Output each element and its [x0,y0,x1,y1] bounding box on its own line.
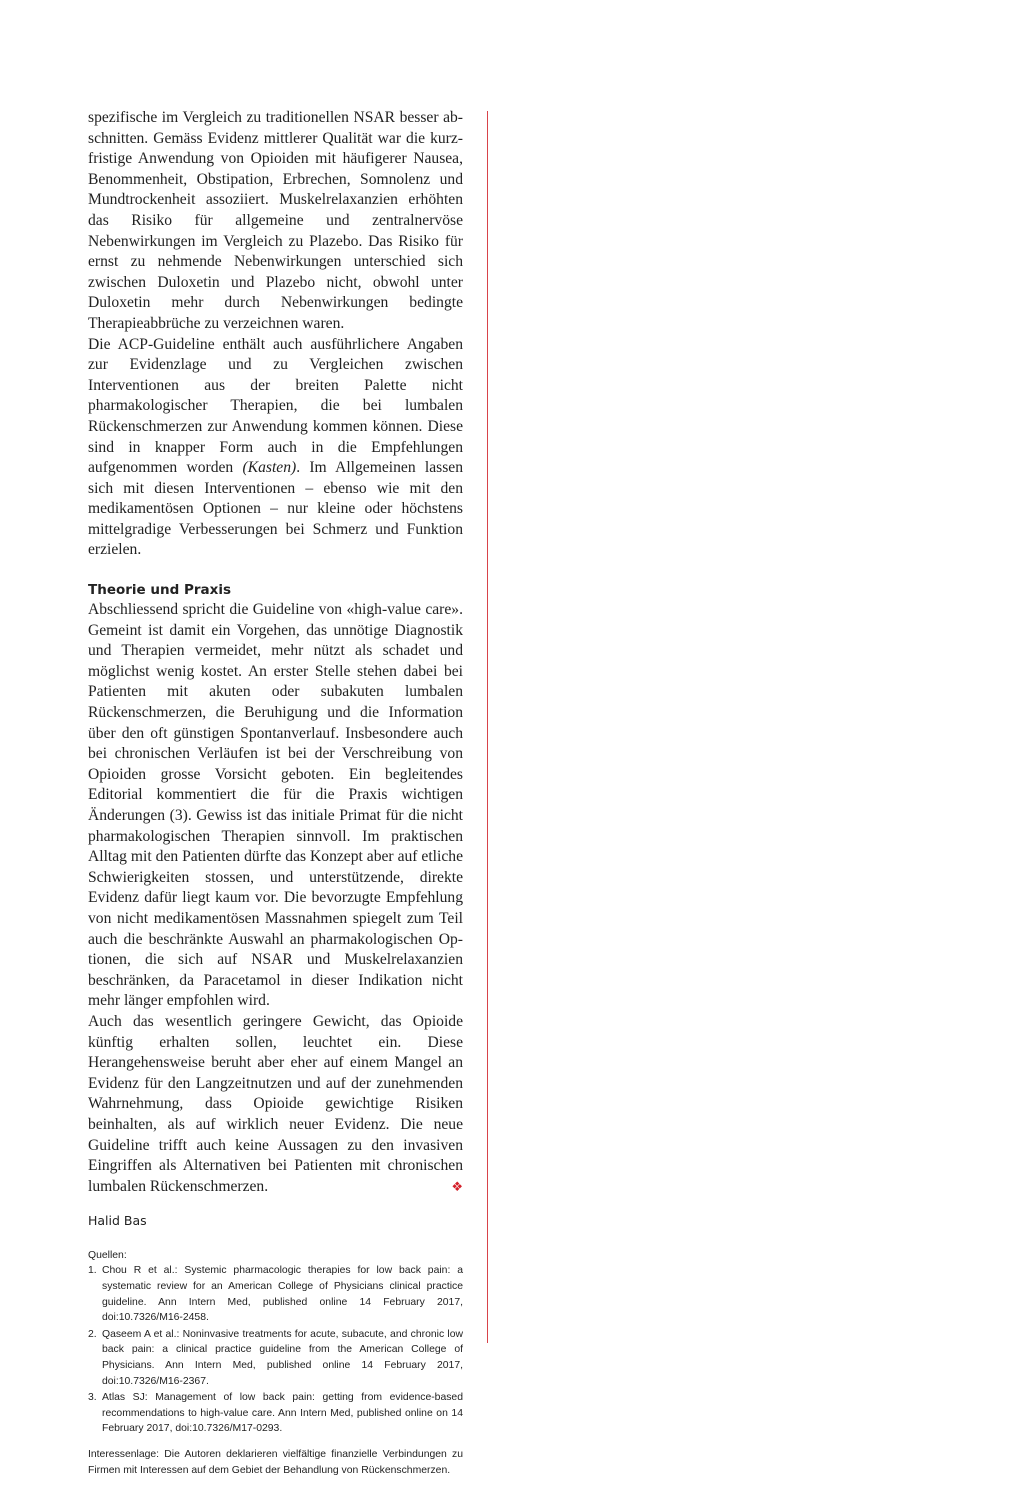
paragraph-text: Auch das wesentlich geringere Gewicht, das Opioide künftig erhalten sollen, leuchtet ein. Diese Herangehensweise beruht aber eher auf einem Mangel an Evidenz für den Langzeitnutzen und auf der zunehmenden Wahrnehmung, dass Opioide gewichtige Risiken beinhalten, als auf wirklich neuer Evidenz. Die neue Guideline trifft auch keine Aussagen zu den invasiven Eingriffen als Alternativen bei Patienten mit chronischen lumbalen Rückenschmerzen. [88,1012,463,1195]
body-paragraph: Abschliessend spricht die Guideline von «high-value care». Gemeint ist damit ein Vorgehen, das unnötige Diagnostik und Therapien vermeidet, mehr nützt als schadet und möglichst wenig kostet. An erster Stelle stehen dabei bei Patienten mit akuten oder subakuten lumbalen Rückenschmerzen, die Beruhigung und die Information über den oft günstigen Spontanverlauf. Insbesondere auch bei chronischen Verläufen ist bei der Verschreibung von Opioiden grosse Vorsicht geboten. Ein begleitendes Editorial kommentiert die für die Praxis wichtigen Änderungen (3). Gewiss ist das initiale Primat für die nicht pharmakologischen Therapien sinnvoll. Im praktischen Alltag mit den Patienten dürfte das Konzept aber auf etliche Schwierigkeiten stossen, und unterstützende, direkte Evidenz dafür liegt kaum vor. Die bevorzugte Empfehlung von nicht medikamentösen Massnahmen spiegelt zum Teil auch die beschränkte Auswahl an pharmakologischen Optionen, die sich auf NSAR und Muskelrelaxanzien beschränken, da Paracetamol in dieser Indikation nicht mehr länger empfohlen wird. [88,601,463,1010]
source-text: Qaseem A et al.: Noninvasive treatments for acute, subacute, and chronic low back pain: a clinical practice guideline from the American College of Physicians. Ann Intern Med, published online 14 February 2017, doi:10.7326/M16-2367. [102,1328,463,1387]
source-item [88,1327,463,1389]
body-paragraph: spezifische im Vergleich zu traditionellen NSAR besser abschnitten. Gemäss Evidenz mittlerer Qualität war die kurzfristige Anwendung von Opioiden mit häufigerer Nausea, Benommenheit, Obstipation, Erbrechen, Somnolenz und Mundtrockenheit assoziiert. Muskelrelaxanzien erhöhten das Risiko für allgemeine und zentralnervöse Nebenwirkungen im Vergleich zu Plazebo. Das Risiko für ernst zu nehmende Nebenwirkungen unterschied sich zwischen Duloxetin und Plazebo nicht, obwohl unter Duloxetin mehr durch Nebenwirkungen bedingte Therapieabbrüche zu verzeichnen waren. [88,109,463,332]
source-number: 1. [88,1265,97,1277]
paragraph-text: . Im Allgemeinen lassen sich mit diesen Interventionen – ebenso wie mit den medikamentösen Optionen – nur kleine oder höchstens mittelgradige Verbesserungen bei Schmerz und Funktion erzielen. [88,459,463,559]
section-heading: Theorie und Praxis [88,582,232,599]
kasten-reference: (Kasten) [242,459,297,477]
conflict-of-interest: Interessenlage: Die Autoren deklarieren vielfältige finanzielle Verbindungen zu Firmen mit Interessen auf dem Gebiet der Behandlung von Rückenschmerzen. [88,1449,463,1476]
source-text: Chou R et al.: Systemic pharmacologic therapies for low back pain: a systematic review for an American College of Physicians clinical practice guideline. Ann Intern Med, published online 14 February 2017, doi:10.7326/M16-2458. [102,1265,463,1324]
article-column [88,108,463,1489]
author-name: Halid Bas [88,1213,147,1229]
source-number: 3. [88,1392,97,1404]
body-paragraph [88,335,463,562]
sources-title: Quellen: [88,1249,127,1261]
source-number: 2. [88,1328,97,1340]
source-item [88,1263,463,1325]
end-of-article-icon: ❖ [451,1178,463,1194]
source-text: Atlas SJ: Management of low back pain: getting from evidence-based recommendations to high-value care. Ann Intern Med, published online on 14 February 2017, doi:10.7326/M17-0293. [102,1392,463,1435]
source-item [88,1390,463,1437]
sources-section [88,1248,463,1437]
column-divider [487,111,488,1343]
sources-list [88,1263,463,1437]
body-paragraph [88,1012,463,1197]
paragraph-text: Die ACP-Guideline enthält auch ausführlichere Angaben zur Evidenzlage und zu Vergleichen zwischen Interventionen aus der breiten Palette nicht pharmakologischer Therapien, die bei lumbalen Rückenschmerzen zur Anwendung kommen können. Diese sind in knapper Form auch in die Empfehlungen aufgenommen worden [88,335,463,477]
